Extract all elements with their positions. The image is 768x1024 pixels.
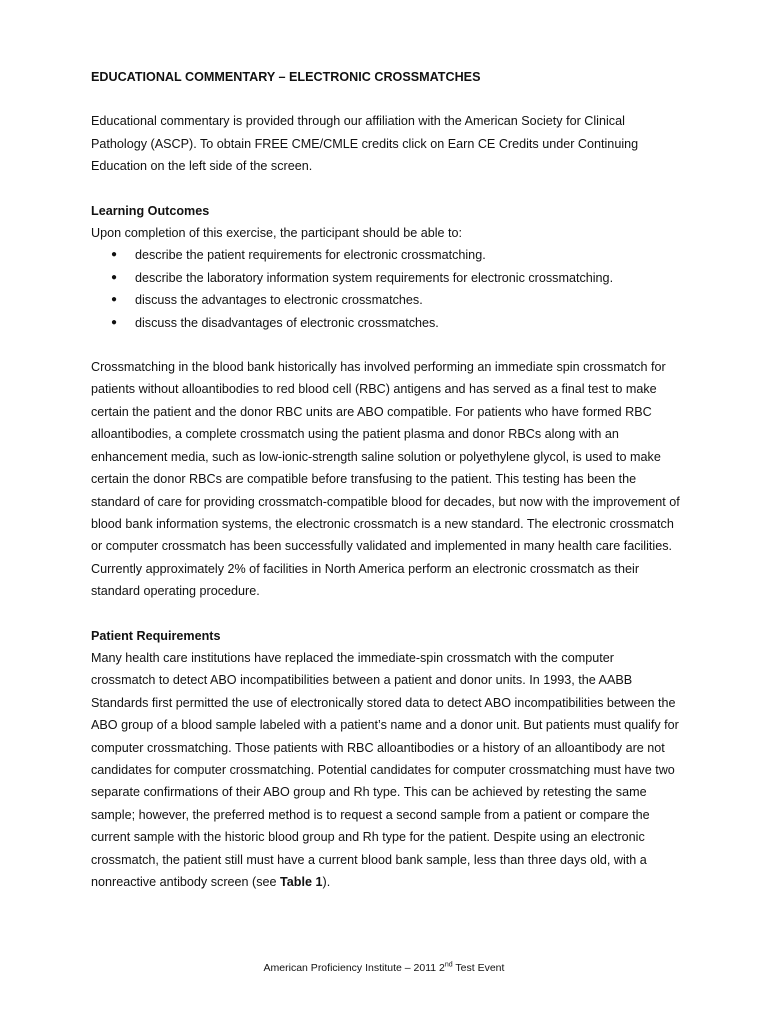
learning-outcomes-lead: Upon completion of this exercise, the participant should be able to: [91, 226, 463, 241]
patient-requirements-paragraph [91, 647, 681, 893]
learning-outcomes-heading: Learning Outcomes [91, 203, 210, 218]
footer-text-end: Test Event [452, 962, 505, 974]
list-item [91, 267, 681, 289]
patient-requirements-text-end: ). [322, 875, 331, 889]
intro-paragraph: Educational commentary is provided through our affiliation with the American Society for Clinical Pathology (ASCP). To obtain FREE CME/CMLE credits click on Earn CE Credits under Continuing Education on the left side of the screen. [91, 114, 639, 174]
list-item-text: discuss the advantages to electronic crossmatches. [135, 293, 423, 308]
learning-outcomes-list [91, 244, 681, 334]
patient-requirements-heading: Patient Requirements [91, 628, 221, 643]
document-title: EDUCATIONAL COMMENTARY – ELECTRONIC CROSSMATCHES [91, 70, 481, 84]
crossmatching-history-paragraph: Crossmatching in the blood bank historically has involved performing an immediate spin crossmatch for patients without alloantibodies to red blood cell (RBC) antigens and has served as a final test to make certain the patient and the donor RBC units are ABO compatible. For patients who have formed RBC alloantibodies, a complete crossmatch using the patient plasma and donor RBCs along with an enhancement media, such as low-ionic-strength saline solution or polyethylene glycol, is used to make certain the donor RBCs are compatible before transfusing to the patient. This testing has been the standard of care for providing crossmatch-compatible blood for decades, but now with the improvement of blood bank information systems, the electronic crossmatch is a new standard. The electronic crossmatch or computer crossmatch has been successfully validated and implemented in many health care facilities. Currently approximately 2% of facilities in North America perform an electronic crossmatch as their standard operating procedure. [91, 360, 680, 599]
document-page [91, 66, 681, 893]
footer-superscript: nd [444, 961, 453, 969]
patient-requirements-text: Many health care institutions have replaced the immediate-spin crossmatch with the computer crossmatch to detect ABO incompatibilities between a patient and donor units. In 1993, the AABB Standards first permitted the use of electronically stored data to detect ABO incompatibilities between the ABO group of a blood sample labeled with a patient’s name and a donor unit. But patients must qualify for computer crossmatching. Those patients with RBC alloantibodies or a history of an alloantibody are not candidates for computer crossmatching. Potential candidates for computer crossmatching must have two separate confirmations of their ABO group and Rh type. This can be achieved by retesting the same sample; however, the preferred method is to request a second sample from a patient or compare the current sample with the historic blood group and Rh type for the patient. Despite using an electronic crossmatch, the patient still must have a current blood bank sample, less than three days old, with a nonreactive antibody screen (see [91, 650, 679, 889]
bullet-icon: ● [111, 316, 118, 328]
list-item-text: describe the laboratory information system requirements for electronic crossmatching. [135, 270, 614, 285]
list-item-text: describe the patient requirements for electronic crossmatching. [135, 248, 486, 263]
bullet-icon: ● [111, 294, 118, 306]
bullet-icon: ● [111, 249, 118, 261]
list-item [91, 244, 681, 266]
list-item [91, 312, 681, 334]
table-1-reference: Table 1 [280, 875, 323, 889]
footer-text: American Proficiency Institute – 2011 2 [263, 962, 445, 974]
list-item [91, 289, 681, 311]
bullet-icon: ● [111, 271, 118, 283]
list-item-text: discuss the disadvantages of electronic crossmatches. [135, 315, 439, 330]
page-footer [0, 962, 768, 974]
